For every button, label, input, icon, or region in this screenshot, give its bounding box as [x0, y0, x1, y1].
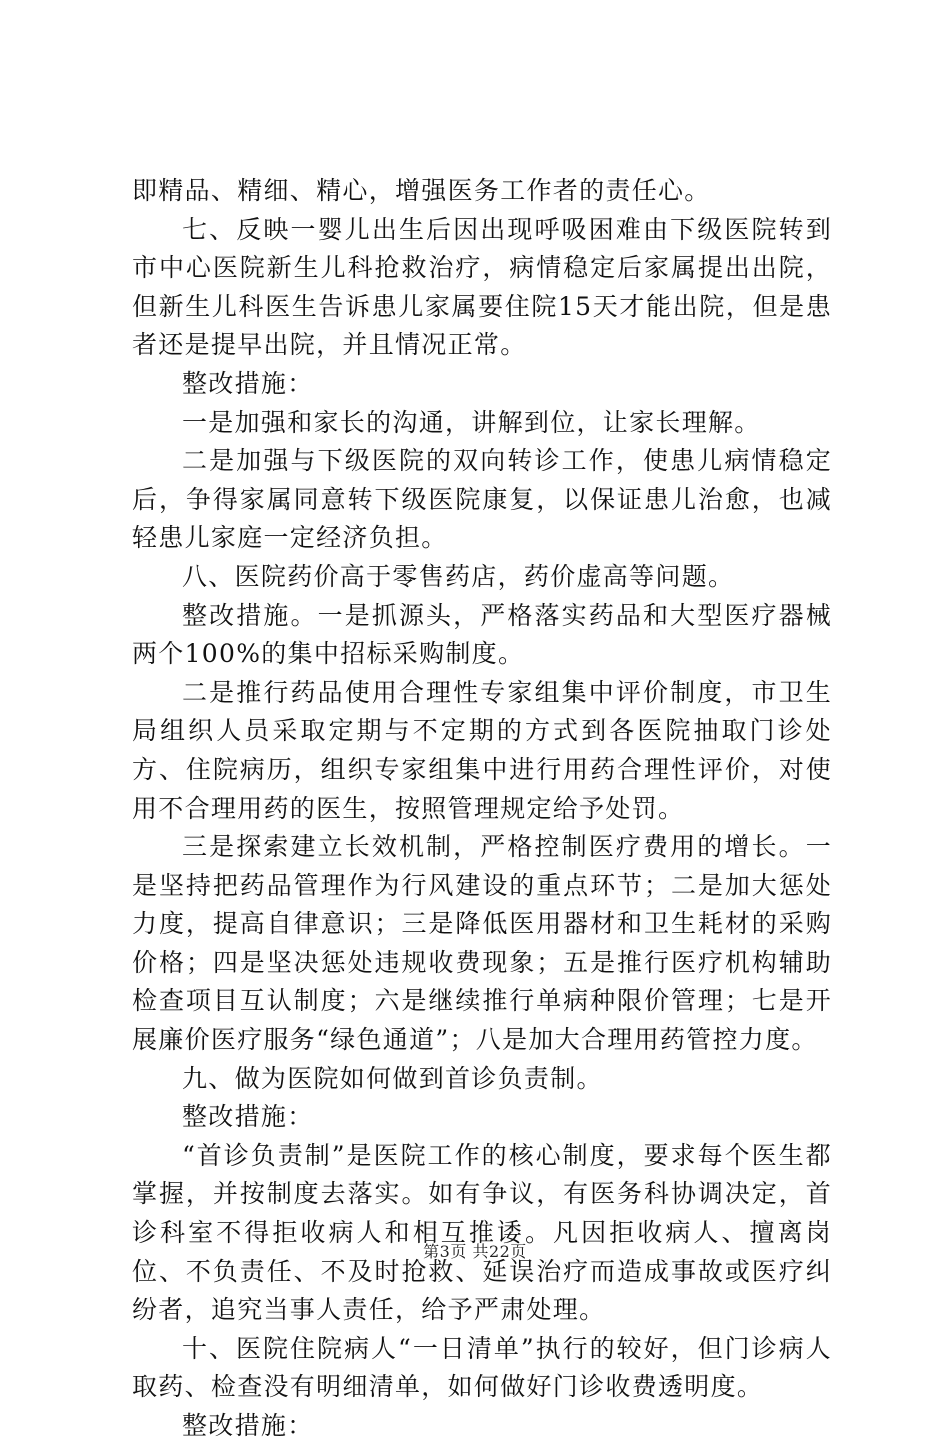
paragraph-7: 整改措施。一是抓源头，严格落实药品和大型医疗器械两个100%的集中招标采购制度。	[132, 600, 832, 669]
paragraph-2: 七、反映一婴儿出生后因出现呼吸困难由下级医院转到市中心医院新生儿科抢救治疗，病情稳定后家属提出出院，但新生儿科医生告诉患儿家属要住院15天才能出院，但是患者还是提早出院，并且情况正常。	[132, 214, 832, 360]
page-footer: 第3页 共22页	[423, 1242, 527, 1261]
paragraph-8: 二是推行药品使用合理性专家组集中评价制度，市卫生局组织人员采取定期与不定期的方式到各医院抽取门诊处方、住院病历，组织专家组集中进行用药合理性评价，对使用不合理用药的医生，按照管理规定给予处罚。	[132, 677, 832, 823]
paragraph-6: 八、医院药价高于零售药店，药价虚高等问题。	[182, 561, 735, 591]
paragraph-13: 十、医院住院病人“一日清单”执行的较好，但门诊病人取药、检查没有明细清单，如何做好门诊收费透明度。	[132, 1333, 832, 1402]
paragraph-4: 一是加强和家长的沟通，讲解到位，让家长理解。	[182, 407, 761, 437]
paragraph-12: “首诊负责制”是医院工作的核心制度，要求每个医生都掌握，并按制度去落实。如有争议，有医务科协调决定，首诊科室不得拒收病人和相互推诿。凡因拒收病人、擅离岗位、不负责任、不及时抢救、延误治疗而造成事故或医疗纠纷者，追究当事人责任，给予严肃处理。	[132, 1140, 832, 1325]
paragraph-1: 即精品、精细、精心，增强医务工作者的责任心。	[132, 176, 711, 205]
paragraph-10: 九、做为医院如何做到首诊负责制。	[182, 1063, 603, 1093]
paragraph-5: 二是加强与下级医院的双向转诊工作，使患儿病情稳定后，争得家属同意转下级医院康复，以保证患儿治愈，也减轻患儿家庭一定经济负担。	[132, 446, 832, 553]
paragraph-11: 整改措施：	[182, 1102, 314, 1132]
paragraph-9: 三是探索建立长效机制，严格控制医疗费用的增长。一是坚持把药品管理作为行风建设的重点环节；二是加大惩处力度，提高自律意识；三是降低医用器材和卫生耗材的采购价格；四是坚决惩处违规收费现象；五是推行医疗机构辅助检查项目互认制度；六是继续推行单病种限价管理；七是开展廉价医疗服务“绿色通道”；八是加大合理用药管控力度。	[132, 832, 832, 1055]
paragraph-3: 整改措施：	[182, 368, 314, 398]
paragraph-14: 整改措施：	[182, 1411, 314, 1440]
